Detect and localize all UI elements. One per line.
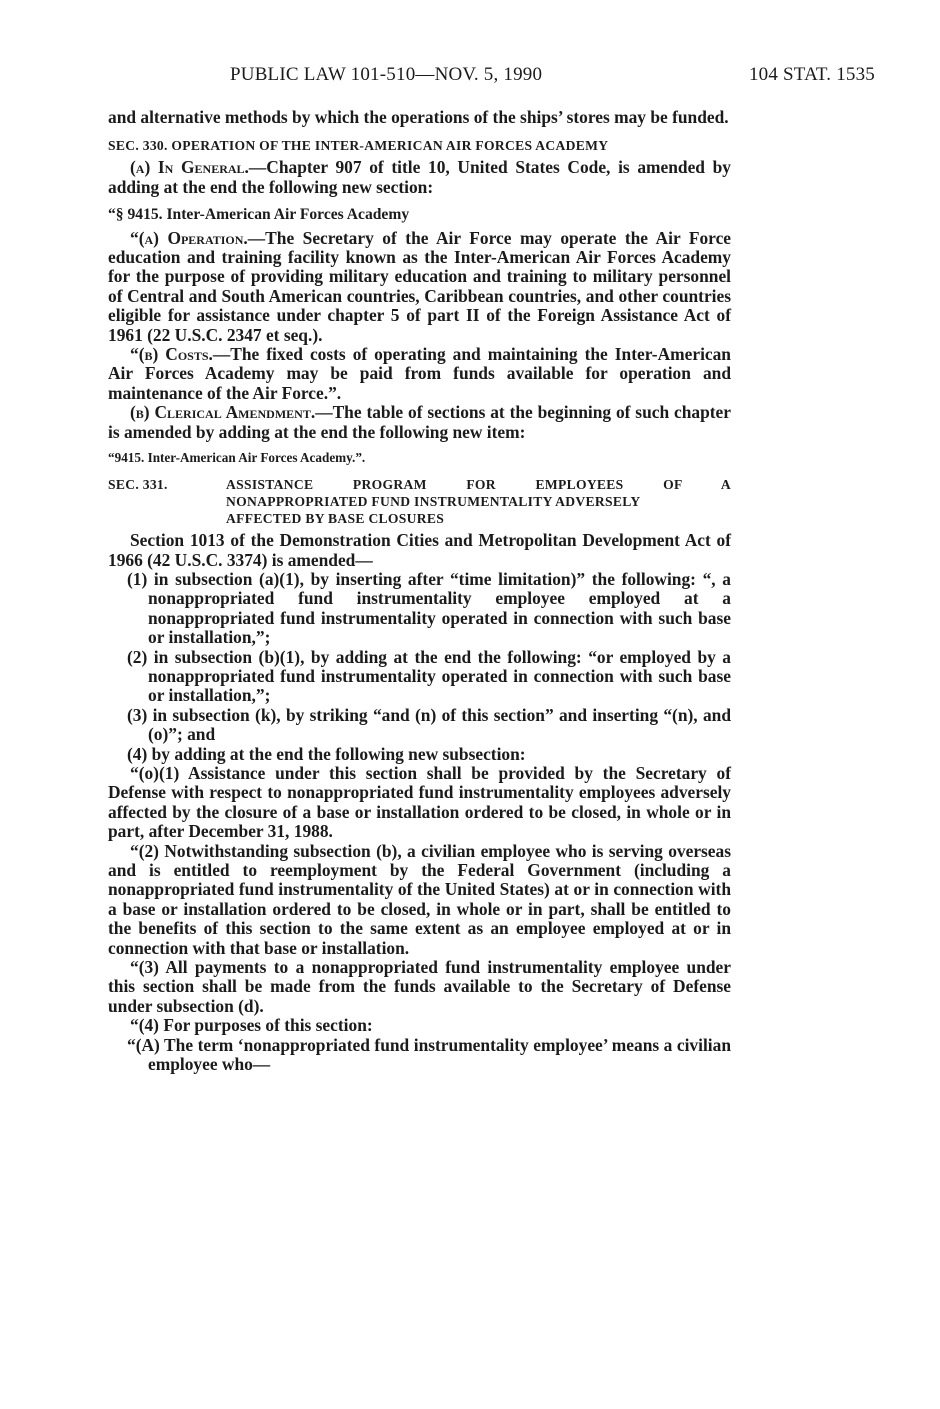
costs-text: —The fixed costs of operating and maintaining the Inter-American Air Forces Academy may be paid from funds available for operation and maintenance of the Air Force.”. [108, 344, 731, 403]
sec9415-operation [108, 229, 731, 345]
sec331-item-2: (2) in subsection (b)(1), by adding at the end the following: “or employed by a nonappropriated fund instrumentality operated in connection with such base or installation,”; [127, 646, 731, 706]
costs-label: “(b) Costs. [130, 344, 213, 365]
table-of-sections-item: “9415. Inter-American Air Forces Academy.”. [108, 450, 366, 466]
running-title: PUBLIC LAW 101-510—NOV. 5, 1990 [230, 64, 543, 85]
sec331-item-3: (3) in subsection (k), by striking “and (n) of this section” and inserting “(n), and (o)”; and [127, 704, 731, 745]
sec9415-costs [108, 345, 731, 403]
operation-label: “(a) Operation. [130, 227, 248, 248]
clerical-amendment-text: —The table of sections at the beginning of such chapter is amended by adding at the end the following new item: [108, 402, 731, 442]
subsection-o-4: “(4) For purposes of this section: [130, 1015, 373, 1036]
sec330-subsection-a [108, 158, 731, 197]
body-text [108, 108, 731, 1074]
subsection-o-3: “(3) All payments to a nonappropriated fund instrumentality employee under this section shall be made from the funds available to the Secretary of Defense under subsection (d). [108, 957, 731, 1016]
section-331-title-line-2: NONAPPROPRIATED FUND INSTRUMENTALITY ADVERSELY [226, 494, 641, 510]
subsection-o-4-A: “(A) The term ‘nonappropriated fund instrumentality employee’ means a civilian employee who— [127, 1034, 731, 1075]
sec330-subsection-b [108, 403, 731, 442]
section-331-title [226, 476, 731, 527]
subsection-a-label: (a) In General. [130, 157, 249, 178]
sec331-item-1: (1) in subsection (a)(1), by inserting after “time limitation)” the following: “, a nonappropriated fund instrumentality employee employed at a nonappropriated fund instrumentality operated in connection with such base or installation,”; [127, 568, 731, 648]
section-331-heading [108, 476, 731, 527]
operation-text: —The Secretary of the Air Force may operate the Air Force education and training facility known as the Inter-American Air Forces Academy for the purpose of providing military education and training to military personnel of Central and South American countries, Caribbean countries, and other countries eligible for assistance under chapter 5 of part II of the Foreign Assistance Act of 1961 (22 U.S.C. 2347 et seq.). [108, 227, 732, 345]
section-331-number: SEC. 331. [108, 477, 168, 493]
section-331-title-line-3: AFFECTED BY BASE CLOSURES [226, 511, 445, 527]
sec331-intro: Section 1013 of the Demonstration Cities and Metropolitan Development Act of 1966 (42 U.S.C. 3374) is amended— [108, 530, 731, 570]
subsection-o-1: “(o)(1) Assistance under this section shall be provided by the Secretary of Defense with respect to nonappropriated fund instrumentality employees adversely affected by the closure of a base or installation ordered to be closed, in whole or in part, after December 31, 1988. [108, 762, 731, 842]
new-section-9415-heading: “§ 9415. Inter-American Air Forces Academy [108, 206, 410, 224]
stat-page-reference: 104 STAT. 1535 [748, 64, 875, 85]
sec331-item-4: (4) by adding at the end the following new subsection: [127, 743, 526, 764]
subsection-a-text: —Chapter 907 of title 10, United States Code, is amended by adding at the end the following new section: [108, 157, 731, 197]
clerical-amendment-label: (b) Clerical Amendment. [130, 402, 316, 423]
subsection-o-2: “(2) Notwithstanding subsection (b), a civilian employee who is serving overseas and is entitled to reemployment by the Federal Government (including a nonappropriated fund instrumentality of the United States) at or in connection with a base or installation ordered to be closed, in whole or in part, shall be entitled to the benefits of this section to the same extent as an employee employed at or in connection with that base or installation. [108, 840, 731, 958]
continuation-paragraph: and alternative methods by which the operations of the ships’ stores may be funded. [108, 107, 729, 127]
running-header [108, 64, 875, 90]
section-330-heading: SEC. 330. OPERATION OF THE INTER-AMERICAN AIR FORCES ACADEMY [108, 138, 609, 154]
section-331-title-line-1: ASSISTANCE PROGRAM FOR EMPLOYEES OF A [226, 477, 731, 493]
